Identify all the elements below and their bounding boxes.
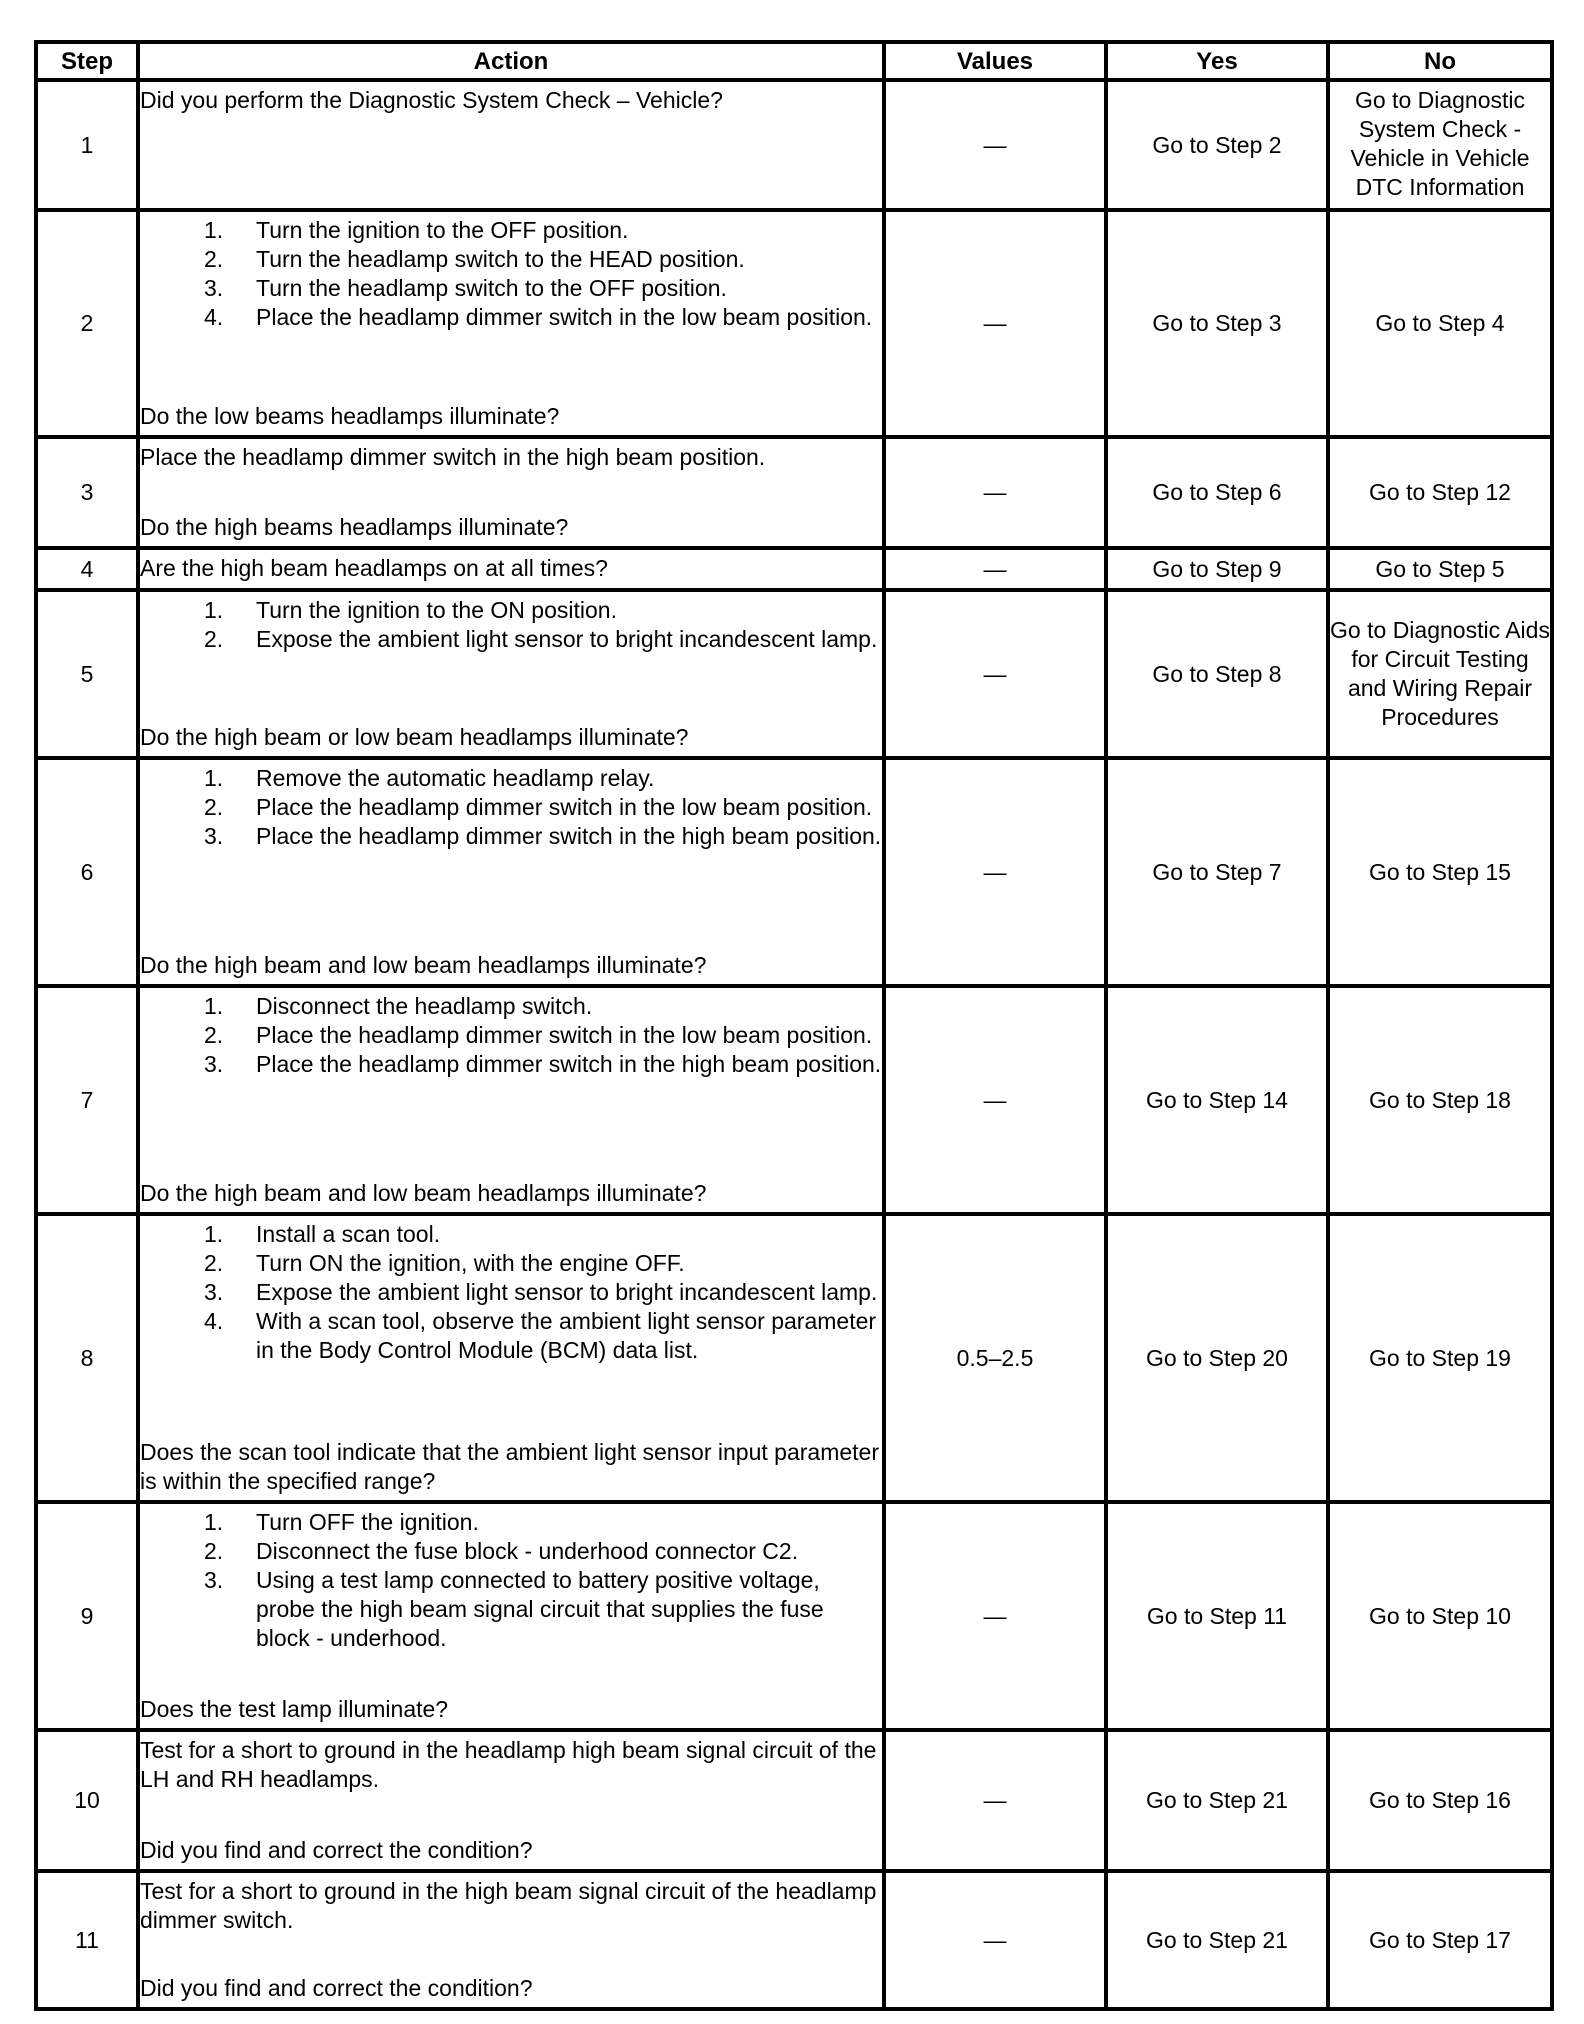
step-number: 2 — [36, 210, 138, 437]
list-item — [140, 596, 882, 625]
values-cell: — — [884, 758, 1106, 986]
action-text: Test for a short to ground in the headlamp high beam signal circuit of the LH and RH headlamps. — [140, 1737, 877, 1792]
list-item — [140, 1537, 882, 1566]
list-item-text: Disconnect the headlamp switch. — [256, 993, 593, 1019]
list-item — [140, 822, 882, 851]
table-row — [36, 590, 1552, 758]
action-question: Do the high beam and low beam headlamps illuminate? — [140, 952, 707, 978]
diagnostic-table — [34, 40, 1554, 2011]
values-cell: 0.5–2.5 — [884, 1214, 1106, 1502]
no-cell: Go to Step 5 — [1328, 548, 1552, 590]
no-cell: Go to Step 19 — [1328, 1214, 1552, 1502]
step-number: 8 — [36, 1214, 138, 1502]
list-item — [140, 1566, 882, 1653]
yes-cell: Go to Step 9 — [1106, 548, 1328, 590]
list-item-number: 4. — [204, 1308, 224, 1334]
header-step: Step — [36, 42, 138, 80]
action-question: Did you find and correct the condition? — [140, 1837, 533, 1863]
no-cell: Go to Step 12 — [1328, 437, 1552, 548]
action-cell — [138, 1214, 884, 1502]
values-cell: — — [884, 1502, 1106, 1730]
step-number: 4 — [36, 548, 138, 590]
table-row — [36, 1730, 1552, 1871]
yes-cell: Go to Step 14 — [1106, 986, 1328, 1214]
no-cell: Go to Step 16 — [1328, 1730, 1552, 1871]
list-item — [140, 1220, 882, 1249]
list-item — [140, 1050, 882, 1079]
yes-cell: Go to Step 21 — [1106, 1730, 1328, 1871]
list-item — [140, 1278, 882, 1307]
action-text: Test for a short to ground in the high beam signal circuit of the headlamp dimmer switch. — [140, 1878, 877, 1933]
action-question: Do the low beams headlamps illuminate? — [140, 403, 560, 429]
table-row — [36, 437, 1552, 548]
table-row — [36, 1502, 1552, 1730]
list-item-number: 1. — [204, 1221, 224, 1247]
action-cell — [138, 80, 884, 210]
list-item-number: 1. — [204, 217, 224, 243]
no-cell: Go to Diagnostic Aids for Circuit Testing and Wiring Repair Procedures — [1328, 590, 1552, 758]
list-item-number: 2. — [204, 1250, 224, 1276]
list-item — [140, 992, 882, 1021]
step-number: 9 — [36, 1502, 138, 1730]
action-text: Place the headlamp dimmer switch in the high beam position. — [140, 444, 766, 470]
action-question: Do the high beams headlamps illuminate? — [140, 514, 569, 540]
list-item — [140, 1249, 882, 1278]
list-item-text: Expose the ambient light sensor to bright incandescent lamp. — [256, 1279, 878, 1305]
values-cell: — — [884, 210, 1106, 437]
list-item-number: 3. — [204, 275, 224, 301]
list-item — [140, 625, 882, 654]
list-item-text: Place the headlamp dimmer switch in the low beam position. — [256, 794, 873, 820]
list-item-text: With a scan tool, observe the ambient light sensor parameter in the Body Control Module (BCM) data list. — [256, 1308, 877, 1363]
values-cell: — — [884, 986, 1106, 1214]
list-item-text: Place the headlamp dimmer switch in the low beam position. — [256, 1022, 873, 1048]
list-item-text: Disconnect the fuse block - underhood connector C2. — [256, 1538, 799, 1564]
yes-cell: Go to Step 3 — [1106, 210, 1328, 437]
no-cell: Go to Step 17 — [1328, 1871, 1552, 2009]
values-cell: — — [884, 80, 1106, 210]
yes-cell: Go to Step 2 — [1106, 80, 1328, 210]
yes-cell: Go to Step 8 — [1106, 590, 1328, 758]
list-item — [140, 274, 882, 303]
yes-cell: Go to Step 6 — [1106, 437, 1328, 548]
action-cell — [138, 758, 884, 986]
list-item-text: Turn the ignition to the ON position. — [256, 597, 617, 623]
action-question: Does the test lamp illuminate? — [140, 1696, 449, 1722]
list-item-number: 3. — [204, 1279, 224, 1305]
action-cell — [138, 1871, 884, 2009]
list-item-text: Turn ON the ignition, with the engine OFF. — [256, 1250, 685, 1276]
yes-cell: Go to Step 7 — [1106, 758, 1328, 986]
action-steps-list — [140, 216, 882, 332]
header-values: Values — [884, 42, 1106, 80]
list-item-number: 1. — [204, 597, 224, 623]
list-item — [140, 764, 882, 793]
step-number: 11 — [36, 1871, 138, 2009]
action-cell — [138, 548, 884, 590]
list-item-text: Place the headlamp dimmer switch in the high beam position. — [256, 823, 882, 849]
list-item-text: Place the headlamp dimmer switch in the high beam position. — [256, 1051, 882, 1077]
action-steps-list — [140, 992, 882, 1079]
list-item-text: Place the headlamp dimmer switch in the low beam position. — [256, 304, 873, 330]
list-item — [140, 793, 882, 822]
list-item-number: 4. — [204, 304, 224, 330]
values-cell: — — [884, 548, 1106, 590]
action-cell — [138, 986, 884, 1214]
list-item — [140, 216, 882, 245]
table-body — [36, 80, 1552, 2009]
values-cell: — — [884, 590, 1106, 758]
table-row — [36, 548, 1552, 590]
table-row — [36, 80, 1552, 210]
list-item-text: Using a test lamp connected to battery positive voltage, probe the high beam signal circuit that supplies the fuse block - underhood. — [256, 1567, 824, 1651]
list-item — [140, 303, 882, 332]
action-text: Are the high beam headlamps on at all times? — [140, 555, 608, 581]
list-item-number: 2. — [204, 1538, 224, 1564]
no-cell: Go to Step 10 — [1328, 1502, 1552, 1730]
table-row — [36, 210, 1552, 437]
list-item-text: Remove the automatic headlamp relay. — [256, 765, 655, 791]
table-row — [36, 1871, 1552, 2009]
step-number: 10 — [36, 1730, 138, 1871]
no-cell: Go to Step 18 — [1328, 986, 1552, 1214]
no-cell: Go to Diagnostic System Check - Vehicle in Vehicle DTC Information — [1328, 80, 1552, 210]
step-number: 1 — [36, 80, 138, 210]
table-row — [36, 986, 1552, 1214]
action-question: Do the high beam or low beam headlamps illuminate? — [140, 724, 689, 750]
values-cell: — — [884, 1871, 1106, 2009]
no-cell: Go to Step 15 — [1328, 758, 1552, 986]
table-row — [36, 1214, 1552, 1502]
list-item-number: 2. — [204, 626, 224, 652]
list-item-number: 3. — [204, 1051, 224, 1077]
list-item-number: 2. — [204, 246, 224, 272]
list-item-text: Turn OFF the ignition. — [256, 1509, 479, 1535]
list-item-number: 3. — [204, 1567, 224, 1593]
list-item-text: Turn the headlamp switch to the OFF position. — [256, 275, 727, 301]
action-steps-list — [140, 1220, 882, 1365]
header-no: No — [1328, 42, 1552, 80]
action-steps-list — [140, 596, 882, 654]
header-row — [36, 42, 1552, 80]
list-item-number: 1. — [204, 1509, 224, 1535]
list-item — [140, 1508, 882, 1537]
yes-cell: Go to Step 11 — [1106, 1502, 1328, 1730]
action-cell — [138, 210, 884, 437]
list-item-number: 2. — [204, 794, 224, 820]
table-row — [36, 758, 1552, 986]
list-item-text: Turn the ignition to the OFF position. — [256, 217, 629, 243]
action-question: Did you find and correct the condition? — [140, 1975, 533, 2001]
list-item-number: 2. — [204, 1022, 224, 1048]
action-text: Did you perform the Diagnostic System Check – Vehicle? — [140, 87, 723, 113]
step-number: 6 — [36, 758, 138, 986]
list-item-text: Expose the ambient light sensor to bright incandescent lamp. — [256, 626, 878, 652]
yes-cell: Go to Step 21 — [1106, 1871, 1328, 2009]
values-cell: — — [884, 1730, 1106, 1871]
action-question: Do the high beam and low beam headlamps illuminate? — [140, 1180, 707, 1206]
list-item — [140, 1307, 882, 1365]
action-cell — [138, 1730, 884, 1871]
action-steps-list — [140, 764, 882, 851]
header-action: Action — [138, 42, 884, 80]
action-cell — [138, 1502, 884, 1730]
step-number: 5 — [36, 590, 138, 758]
action-cell — [138, 437, 884, 548]
yes-cell: Go to Step 20 — [1106, 1214, 1328, 1502]
step-number: 7 — [36, 986, 138, 1214]
action-steps-list — [140, 1508, 882, 1653]
list-item-number: 1. — [204, 765, 224, 791]
action-cell — [138, 590, 884, 758]
values-cell: — — [884, 437, 1106, 548]
list-item — [140, 245, 882, 274]
no-cell: Go to Step 4 — [1328, 210, 1552, 437]
list-item-number: 1. — [204, 993, 224, 1019]
step-number: 3 — [36, 437, 138, 548]
list-item — [140, 1021, 882, 1050]
list-item-text: Install a scan tool. — [256, 1221, 441, 1247]
list-item-text: Turn the headlamp switch to the HEAD position. — [256, 246, 745, 272]
list-item-number: 3. — [204, 823, 224, 849]
action-question: Does the scan tool indicate that the ambient light sensor input parameter is within the specified range? — [140, 1439, 879, 1494]
header-yes: Yes — [1106, 42, 1328, 80]
